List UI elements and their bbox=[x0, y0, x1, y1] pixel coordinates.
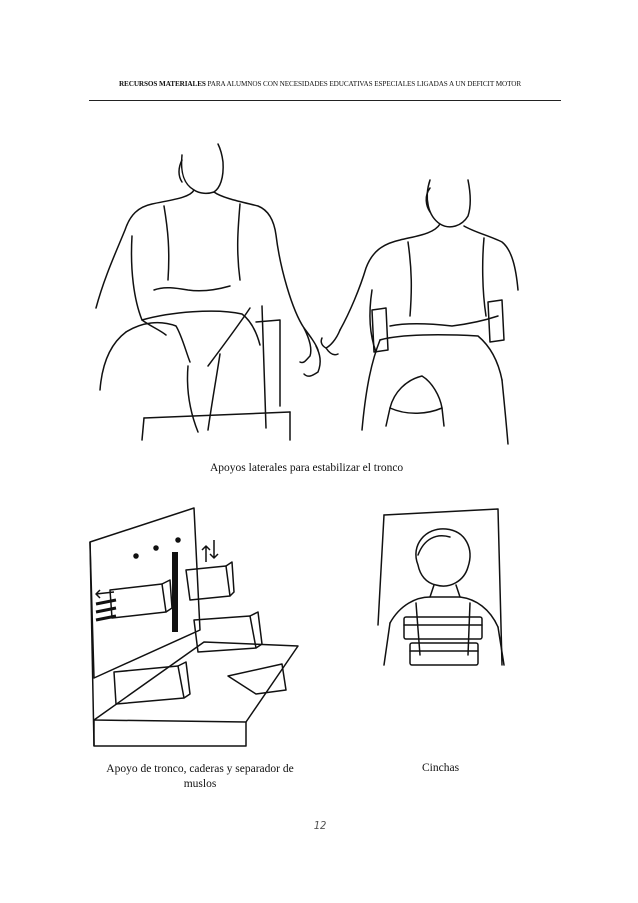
support-board-illustration bbox=[86, 500, 304, 750]
seated-children-illustration bbox=[90, 140, 520, 450]
top-figure-caption: Apoyos laterales para estabilizar el tronco bbox=[210, 462, 404, 474]
right-child-figure bbox=[321, 180, 518, 444]
header-bold: RECURSOS MATERIALES bbox=[118, 80, 206, 88]
harness-illustration bbox=[370, 505, 520, 685]
header-rule bbox=[89, 100, 561, 101]
running-header bbox=[90, 80, 550, 88]
bottom-left-caption: Apoyo de tronco, caderas y separador de muslos bbox=[106, 763, 294, 790]
page-number: 12 bbox=[313, 820, 327, 832]
left-child-figure bbox=[96, 144, 320, 440]
bottom-right-caption: Cinchas bbox=[422, 762, 460, 774]
header-rest: PARA ALUMNOS CON NECESIDADES EDUCATIVAS ESPECIALES LIGADAS A UN DEFICIT MOTOR bbox=[205, 80, 522, 88]
